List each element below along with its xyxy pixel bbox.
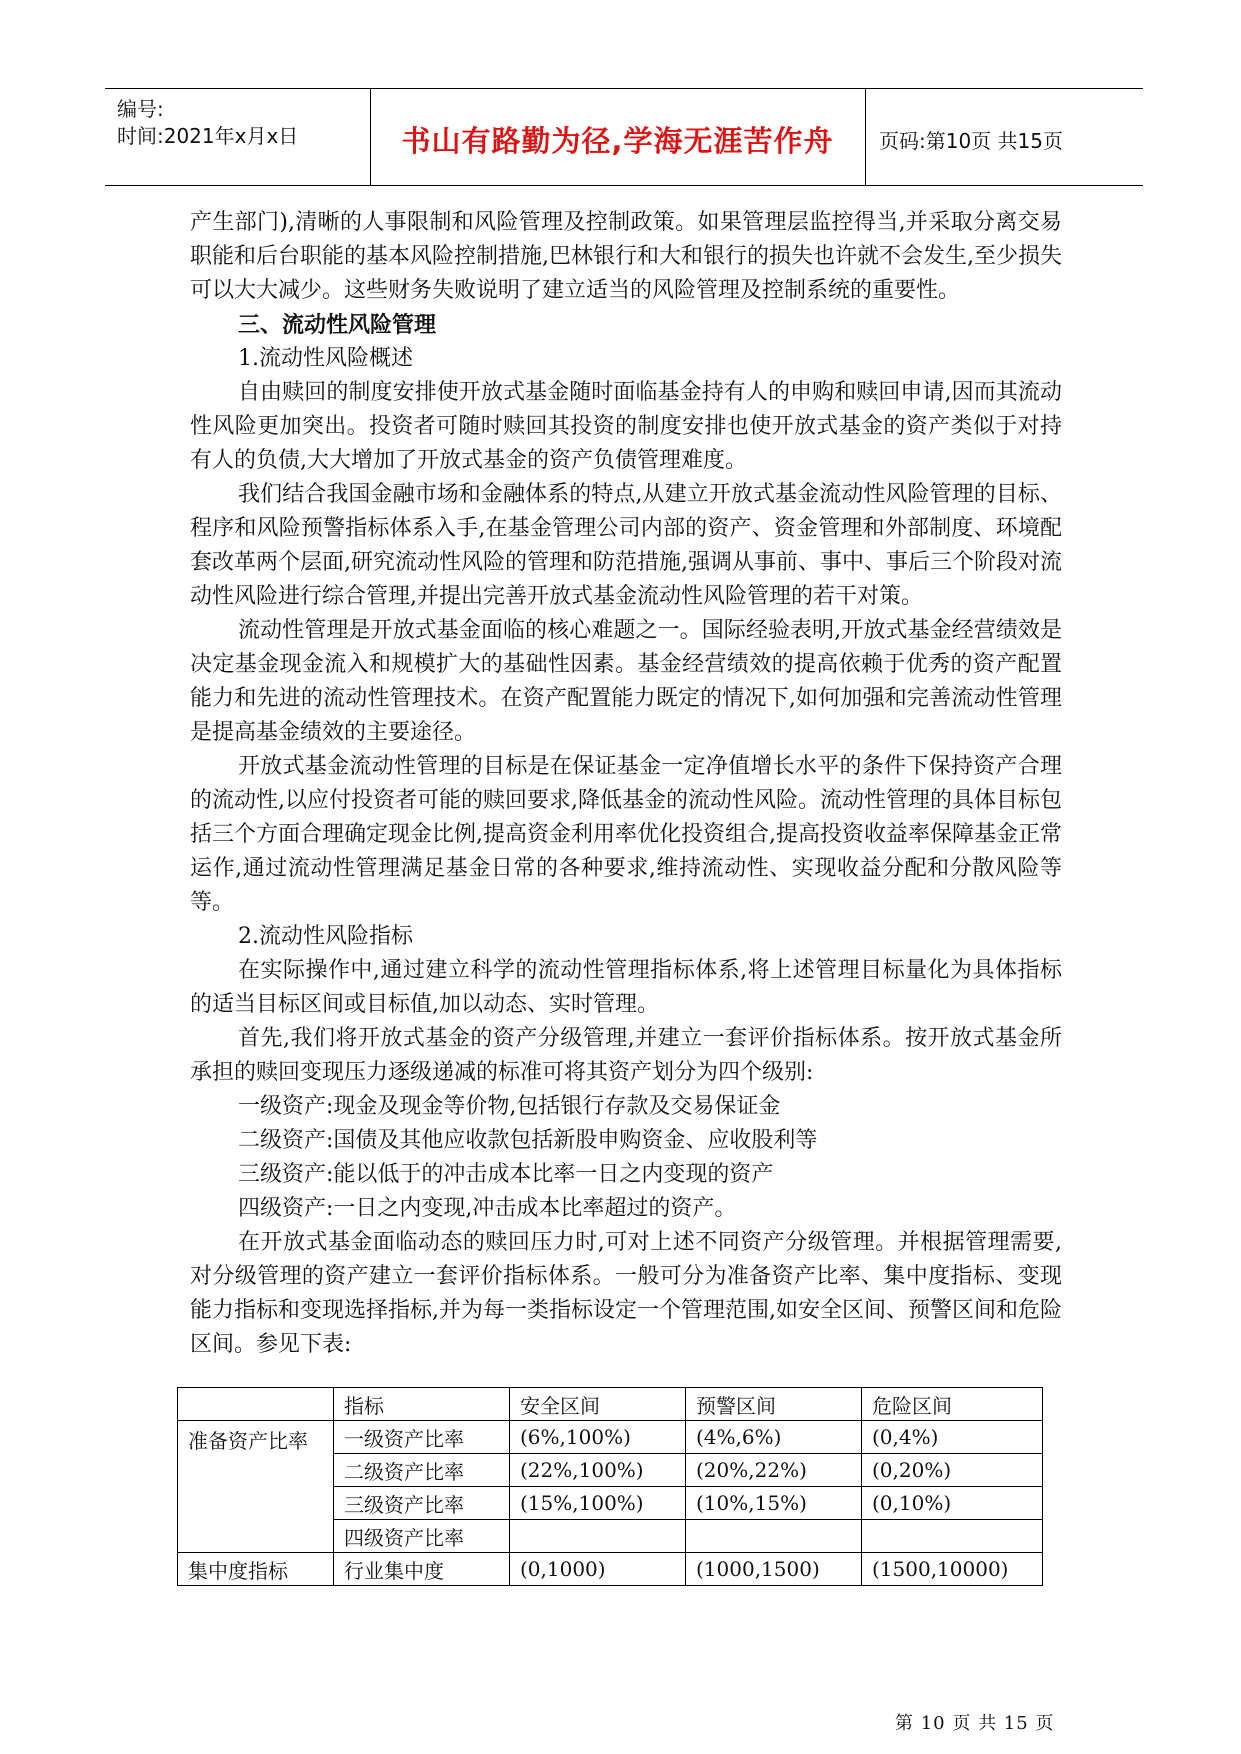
table-cell: (0,20%): [862, 1454, 1043, 1487]
table-cell: [686, 1520, 862, 1553]
table-cell: [862, 1520, 1043, 1553]
paragraph: 自由赎回的制度安排使开放式基金随时面临基金持有人的申购和赎回申请,因而其流动性风险更加突出。投资者可随时赎回其投资的制度安排也使开放式基金的资产类似于对持有人的负债,大大增加了开放式基金的资产负债管理难度。: [190, 380, 1062, 473]
table-header-cell: 指标: [334, 1388, 510, 1421]
table-cell: (0,1000): [510, 1553, 686, 1586]
list-item: 一级资产:现金及现金等价物,包括银行存款及交易保证金: [238, 1094, 781, 1119]
table-cell: (20%,22%): [686, 1454, 862, 1487]
header-info-cell: [105, 89, 371, 185]
header-motto-cell: [370, 89, 866, 185]
paragraph: 在开放式基金面临动态的赎回压力时,可对上述不同资产分级管理。并根据管理需要,对分级管理的资产建立一套评价指标体系。一般可分为准备资产比率、集中度指标、变现能力指标和变现选择指标,并为每一类指标设定一个管理范围,如安全区间、预警区间和危险区间。参见下表:: [190, 1230, 1062, 1357]
table-group-cell: 准备资产比率: [178, 1421, 334, 1553]
paragraph: 首先,我们将开放式基金的资产分级管理,并建立一套评价指标体系。按开放式基金所承担的赎回变现压力逐级递减的标准可将其资产划分为四个级别:: [190, 1026, 1062, 1085]
table-cell: 行业集中度: [334, 1553, 510, 1586]
list-item: 四级资产:一日之内变现,冲击成本比率超过的资产。: [238, 1196, 737, 1221]
table-cell: (4%,6%): [686, 1421, 862, 1454]
table-cell: 二级资产比率: [334, 1454, 510, 1487]
table-cell: (6%,100%): [510, 1421, 686, 1454]
table-cell: (10%,15%): [686, 1487, 862, 1520]
header-page-cell: [865, 89, 1143, 185]
table-header-cell: 安全区间: [510, 1388, 686, 1421]
table-cell: (0,10%): [862, 1487, 1043, 1520]
table-header-cell: 预警区间: [686, 1388, 862, 1421]
document-number-label: 编号:: [117, 97, 164, 121]
section-heading: 三、流动性风险管理: [238, 312, 437, 338]
list-item: 二级资产:国债及其他应收款包括新股申购资金、应收股利等: [238, 1128, 818, 1153]
table-header-cell: [178, 1388, 334, 1421]
table-cell: (0,4%): [862, 1421, 1043, 1454]
table-cell: (1500,10000): [862, 1553, 1043, 1586]
table-header-cell: 危险区间: [862, 1388, 1043, 1421]
table-cell: (1000,1500): [686, 1553, 862, 1586]
table-row: [178, 1421, 1043, 1454]
table-header-row: [178, 1388, 1043, 1421]
table-cell: [510, 1520, 686, 1553]
page-header: [105, 88, 1143, 186]
paragraph: 我们结合我国金融市场和金融体系的特点,从建立开放式基金流动性风险管理的目标、程序和风险预警指标体系入手,在基金管理公司内部的资产、资金管理和外部制度、环境配套改革两个层面,研究流动性风险的管理和防范措施,强调从事前、事中、事后三个阶段对流动性风险进行综合管理,并提出完善开放式基金流动性风险管理的若干对策。: [190, 482, 1062, 609]
document-time-label: 时间:2021年x月x日: [117, 124, 299, 148]
header-page-number: 页码:第10页 共15页: [879, 129, 1063, 153]
paragraph: 流动性管理是开放式基金面临的核心难题之一。国际经验表明,开放式基金经营绩效是决定基金现金流入和规模扩大的基础性因素。基金经营绩效的提高依赖于优秀的资产配置能力和先进的流动性管理技术。在资产配置能力既定的情况下,如何加强和完善流动性管理是提高基金绩效的主要途径。: [190, 618, 1062, 745]
paragraph: 产生部门),清晰的人事限制和风险管理及控制政策。如果管理层监控得当,并采取分离交易职能和后台职能的基本风险控制措施,巴林银行和大和银行的损失也许就不会发生,至少损失可以大大减少。这些财务失败说明了建立适当的风险管理及控制系统的重要性。: [190, 210, 1062, 303]
page-footer: 第 10 页 共 15 页: [895, 1713, 1055, 1734]
paragraph: 在实际操作中,通过建立科学的流动性管理指标体系,将上述管理目标量化为具体指标的适当目标区间或目标值,加以动态、实时管理。: [190, 958, 1062, 1017]
table-cell: 一级资产比率: [334, 1421, 510, 1454]
list-item: 三级资产:能以低于的冲击成本比率一日之内变现的资产: [238, 1162, 774, 1187]
table-cell: 四级资产比率: [334, 1520, 510, 1553]
table-cell: 三级资产比率: [334, 1487, 510, 1520]
table-cell: (15%,100%): [510, 1487, 686, 1520]
subsection-heading: 2.流动性风险指标: [238, 924, 413, 949]
paragraph: 开放式基金流动性管理的目标是在保证基金一定净值增长水平的条件下保持资产合理的流动性,以应付投资者可能的赎回要求,降低基金的流动性风险。流动性管理的具体目标包括三个方面合理确定现金比例,提高资金利用率优化投资组合,提高投资收益率保障基金正常运作,通过流动性管理满足基金日常的各种要求,维持流动性、实现收益分配和分散风险等等。: [190, 754, 1062, 915]
table-cell: (22%,100%): [510, 1454, 686, 1487]
header-motto: 书山有路勤为径,学海无涯苦作舟: [401, 124, 834, 158]
document-body: [190, 206, 1062, 1362]
subsection-heading: 1.流动性风险概述: [238, 346, 413, 371]
table-group-cell: 集中度指标: [178, 1553, 334, 1586]
liquidity-indicator-table: [177, 1387, 1043, 1586]
table-row: [178, 1553, 1043, 1586]
